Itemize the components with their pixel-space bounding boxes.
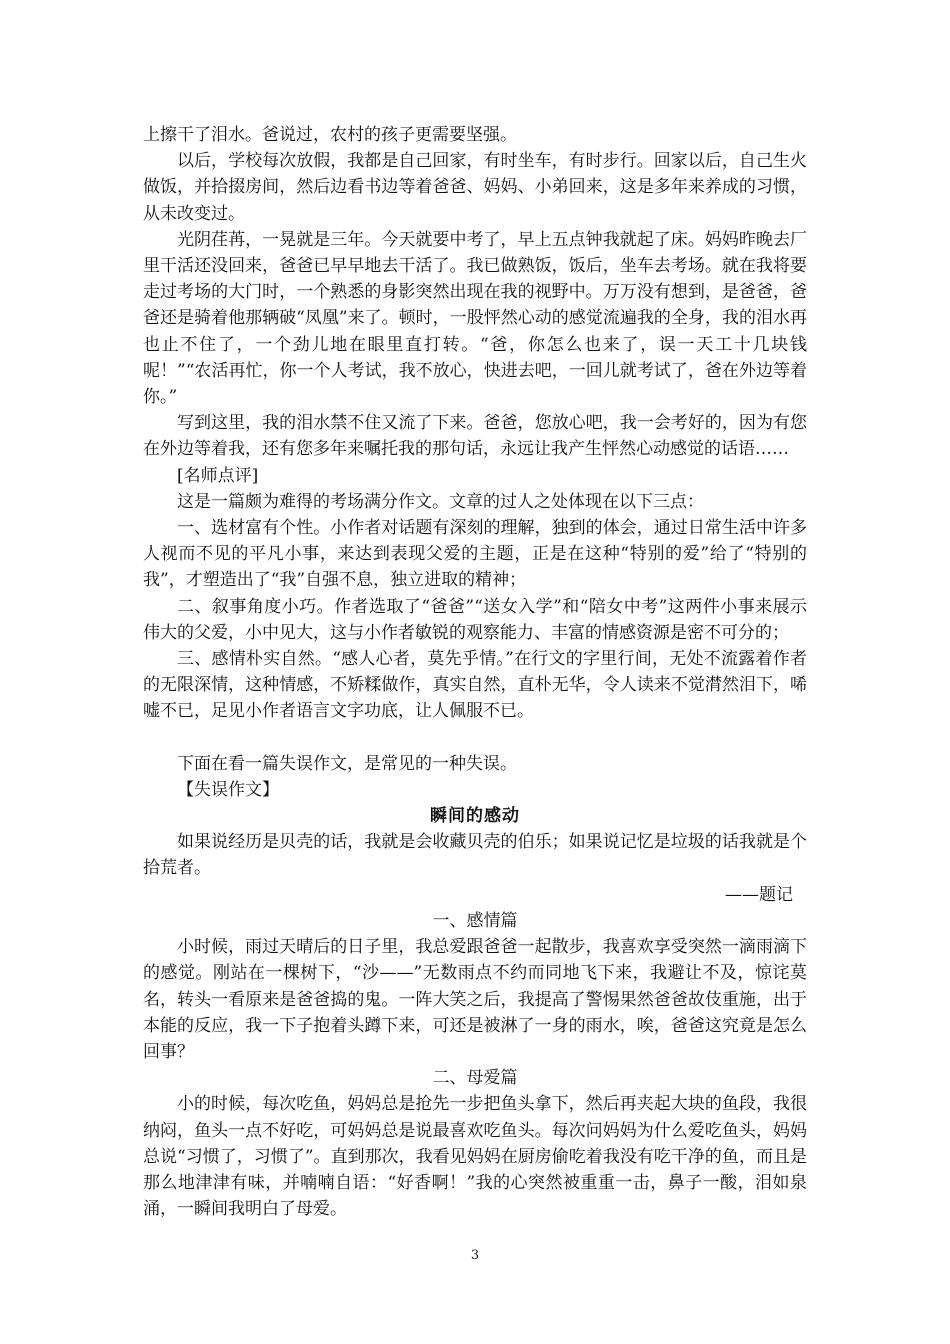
essay-paragraph: 写到这里，我的泪水禁不住又流了下来。爸爸，您放心吧，我一会考好的，因为有您在外边等着我，还有您多年来嘱托我的那句话，永远让我产生怦然心动感觉的话语……	[143, 413, 807, 460]
intro-text: 下面在看一篇失误作文，是常见的一种失误。	[177, 753, 517, 774]
essay-paragraph: 上擦干了泪水。爸说过，农村的孩子更需要坚强。	[143, 125, 517, 145]
review-paragraph: 一、选材富有个性。小作者对话题有深刻的理解，独到的体会，通过日常生活中许多人视而不见的平凡小事，来达到表现父爱的主题，正是在这种“特别的爱”给了“特别的我”，才塑造出了“我”自强不息，独立进取的精神；	[143, 518, 807, 591]
review-label: [名师点评]	[177, 465, 259, 486]
review-paragraph: 二、叙事角度小巧。作者选取了“爸爸”“送女入学”和“陪女中考”这两件小事来展示伟大的父爱，小中见大，这与小作者敏锐的观察能力、丰富的情感资源是密不可分的；	[143, 596, 807, 643]
section-heading: 二、母爱篇	[432, 1068, 518, 1089]
epigraph: 如果说经历是贝壳的话，我就是会收藏贝壳的伯乐；如果说记忆是垃圾的话我就是个拾荒者。	[143, 832, 807, 879]
failed-essay-title: 瞬间的感动	[430, 806, 520, 827]
failed-essay-label: 【失误作文】	[177, 779, 279, 800]
section-heading: 一、感情篇	[432, 910, 518, 931]
page-number: 3	[470, 1248, 480, 1263]
essay-paragraph: 光阴荏苒，一晃就是三年。今天就要中考了，早上五点钟我就起了床。妈妈昨晚去厂里干活还没回来，爸爸已早早地去干活了。我已做熟饭，饭后，坐车去考场。就在我将要走过考场的大门时，一个熟悉的身影突然出现在我的视野中。万万没有想到，是爸爸，爸爸还是骑着他那辆破“凤凰”来了。顿时，一股怦然心动的感觉流遍我的全身，我的泪水再也止不住了，一个劲儿地在眼里直打转。“爸，你怎么也来了，误一天工十几块钱呢！”“农活再忙，你一个人考试，我不放心，快进去吧，一回儿就考试了，爸在外边等着你。”	[143, 229, 807, 408]
section-paragraph: 小时候，雨过天晴后的日子里，我总爱跟爸爸一起散步，我喜欢享受突然一滴雨滴下的感觉。刚站在一棵树下，“沙——”无数雨点不约而同地飞下来，我避让不及，惊诧莫名，转头一看原来是爸爸捣的鬼。一阵大笑之后，我提高了警惕果然爸爸故伎重施，出于本能的反应，我一下子抱着头蹲下来，可还是被淋了一身的雨水，唉，爸爸这究竟是怎么回事？	[143, 937, 807, 1062]
document-page	[143, 122, 807, 1222]
review-paragraph: 三、感情朴实自然。“感人心者，莫先乎情。”在行文的字里行间，无处不流露着作者的无限深情，这种情感，不矫糅做作，真实自然，直朴无华，令人读来不觉潸然泪下，唏嘘不已，足见小作者语言文字功底，让人佩服不已。	[143, 649, 807, 722]
section-paragraph: 小的时候，每次吃鱼，妈妈总是抢先一步把鱼头拿下，然后再夹起大块的鱼段，我很纳闷，鱼头一点不好吃，可妈妈总是说最喜欢吃鱼头。每次问妈妈为什么爱吃鱼头，妈妈总说“习惯了，习惯了”。直到那次，我看见妈妈在厨房偷吃着我没有吃干净的鱼，而且是那么地津津有味，并喃喃自语：“好香啊！”我的心突然被重重一击，鼻子一酸，泪如泉涌，一瞬间我明白了母爱。	[143, 1094, 807, 1220]
blank-line	[143, 725, 807, 751]
essay-paragraph: 以后，学校每次放假，我都是自己回家，有时坐车，有时步行。回家以后，自己生火做饭，并拾掇房间，然后边看书边等着爸爸、妈妈、小弟回来，这是多年来养成的习惯，从未改变过。	[143, 151, 807, 224]
review-paragraph: 这是一篇颇为难得的考场满分作文。文章的过人之处体现在以下三点：	[177, 491, 704, 512]
epigraph-attribution: ——题记	[725, 884, 793, 905]
